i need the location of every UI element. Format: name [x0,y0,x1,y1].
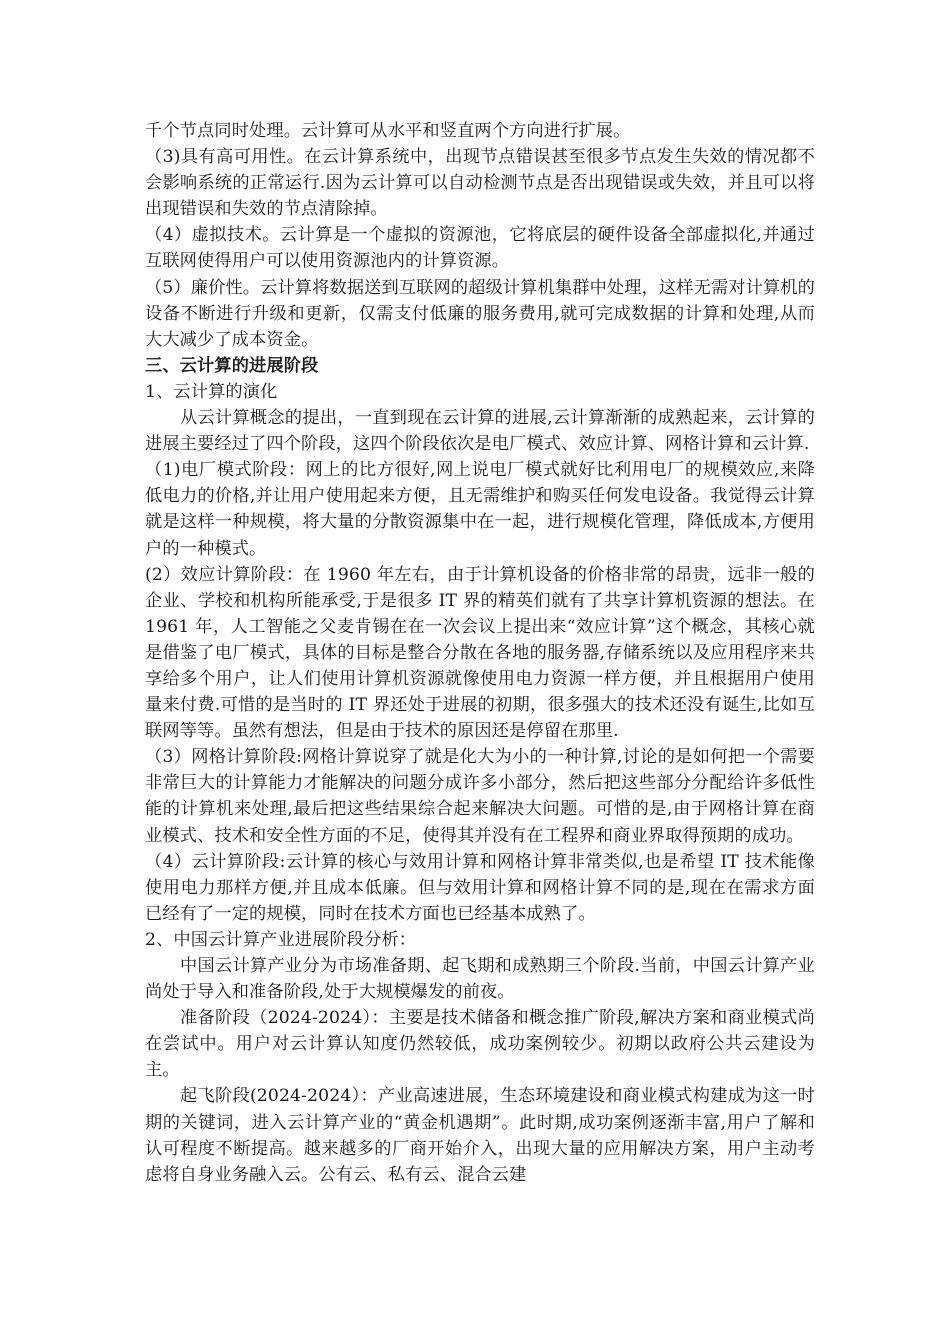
paragraph-evolution-intro: 从云计算概念的提出，一直到现在云计算的进展,云计算渐渐的成熟起来，云计算的进展主要经过了四个阶段，这四个阶段依次是电厂模式、效应计算、网格计算和云计算. [145,408,815,455]
paragraph-scalability-end: 千个节点同时处理。云计算可从水平和竖直两个方向进行扩展。 [145,121,631,141]
subheading-china-industry: 2、中国云计算产业进展阶段分析： [145,929,417,950]
paragraph-preparation-stage: 准备阶段（2024-2024）：主要是技术储备和概念推广阶段,解决方案和商业模式尚在尝试中。用户对云计算认知度仍然较低，成功案例较少。初期以政府公共云建设为主。 [145,1008,815,1081]
section-heading-development-stages: 三、云计算的进展阶段 [145,355,319,376]
paragraph-virtualization: （4）虚拟技术。云计算是一个虚拟的资源池，它将底层的硬件设备全部虚拟化,并通过互联网使得用户可以使用资源池内的计算资源。 [145,225,815,272]
paragraph-power-plant-stage: （1)电厂模式阶段：网上的比方很好,网上说电厂模式就好比利用电厂的规模效应,来降低电力的价格,并让用户使用起来方便，且无需维护和购买任何发电设备。我觉得云计算就是这样一种规模，将大量的分散资源集中在一起，进行规模化管理，降低成本,方便用户的一种模式。 [145,460,815,559]
paragraph-takeoff-stage: 起飞阶段(2024-2024）：产业高速进展，生态环境建设和商业模式构建成为这一时期的关键词，进入云计算产业的“黄金机遇期”。此时期,成功案例逐渐丰富,用户了解和认可程度不断提高。越来越多的厂商开始介入，出现大量的应用解决方案，用户主动考虑将自身业务融入云。公有云、私有云、混合云建 [145,1086,815,1185]
paragraph-grid-computing-stage: （3）网格计算阶段:网格计算说穿了就是化大为小的一种计算,讨论的是如何把一个需要非常巨大的计算能力才能解决的问题分成许多小部分，然后把这些部分分配给许多低性能的计算机来处理,最后把这些结果综合起来解决大问题。可惜的是,由于网格计算在商业模式、技术和安全性方面的不足，使得其并没有在工程界和商业界取得预期的成功。 [145,747,815,846]
paragraph-china-industry-intro: 中国云计算产业分为市场准备期、起飞期和成熟期三个阶段.当前，中国云计算产业尚处于导入和准备阶段,处于大规模爆发的前夜。 [145,956,815,1003]
paragraph-cloud-computing-stage: （4）云计算阶段:云计算的核心与效用计算和网格计算非常类似,也是希望 IT 技术能像使用电力那样方便,并且成本低廉。但与效用计算和网格计算不同的是,现在在需求方面已经有了一定的规模，同时在技术方面也已经基本成熟了。 [145,851,815,924]
document-body [145,118,815,1188]
paragraph-utility-computing-stage: (2）效应计算阶段：在 1960 年左右，由于计算机设备的价格非常的昂贵，远非一般的企业、学校和机构所能承受,于是很多 IT 界的精英们就有了共享计算机资源的想法。在 1961 年，人工智能之父麦肯锡在在一次会议上提出来“效应计算”这个概念，其核心就是借鉴了电厂模式，具体的目标是整合分散在各地的服务器,存储系统以及应用程序来共享给多个用户，让人们使用计算机资源就像使用电力资源一样方便，并且根据用户使用量来付费.可惜的是当时的 IT 界还处于进展的初期，很多强大的技术还没有诞生,比如互联网等等。虽然有想法，但是由于技术的原因还是停留在那里. [145,564,815,742]
subheading-evolution: 1、云计算的演化 [145,381,278,402]
paragraph-low-cost: （5）廉价性。云计算将数据送到互联网的超级计算机集群中处理，这样无需对计算机的设备不断进行升级和更新，仅需支付低廉的服务费用,就可完成数据的计算和处理,从而大大减少了成本资金。 [145,277,815,350]
paragraph-high-availability: （3)具有高可用性。在云计算系统中，出现节点错误甚至很多节点发生失效的情况都不会影响系统的正常运行.因为云计算可以自动检测节点是否出现错误或失效，并且可以将出现错误和失效的节点清除掉。 [145,147,815,220]
